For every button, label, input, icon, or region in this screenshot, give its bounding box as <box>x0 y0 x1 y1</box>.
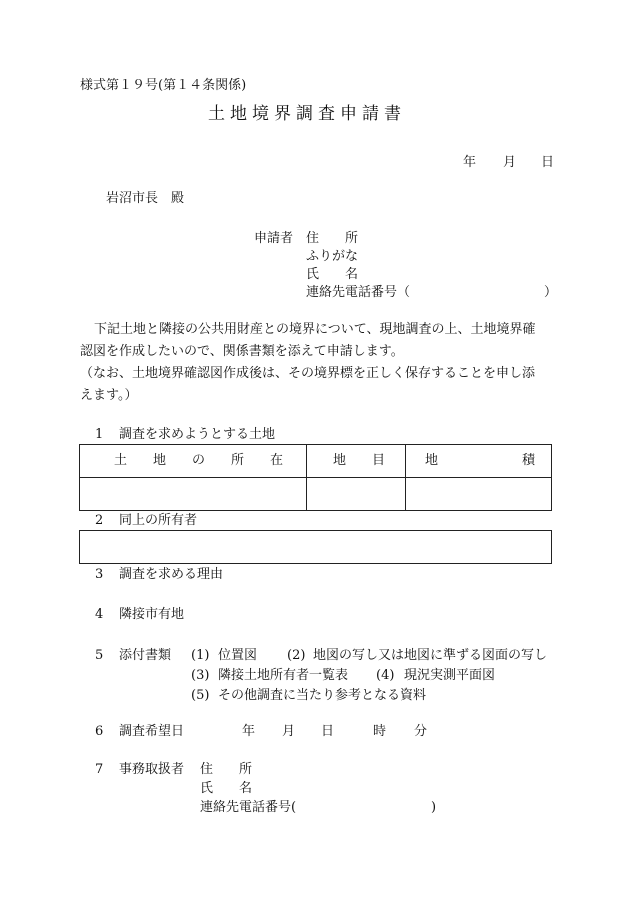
body-line-1: 下記土地と隣接の公共用財産との境界について、現地調査の上、土地境界確 <box>94 322 536 337</box>
hope-date-minute-label: 分 <box>414 724 428 739</box>
handler-address-label: 住 所 <box>200 762 253 777</box>
applicant-phone-label: 連絡先電話番号（ <box>306 285 411 300</box>
hope-date-hour-label: 時 <box>373 724 387 739</box>
section-3-number: 3 <box>95 567 104 582</box>
addressee: 岩沼市長 <box>106 191 159 206</box>
applicant-address-label: 住 所 <box>306 231 359 246</box>
section-6-number: 6 <box>95 724 104 739</box>
section-2-number: 2 <box>95 513 104 528</box>
handler-phone-close: ) <box>431 800 437 815</box>
hope-date-year-label: 年 <box>242 724 256 739</box>
land-location-cell[interactable] <box>80 478 306 510</box>
applicant-label: 申請者 <box>254 231 294 246</box>
doc-3-number: (3) <box>191 668 210 683</box>
section-5-label: 添付書類 <box>119 648 172 663</box>
date-day-label: 日 <box>541 155 555 170</box>
doc-2-number: (2) <box>287 648 306 663</box>
doc-5-number: (5) <box>191 688 210 703</box>
handler-name-label: 氏 名 <box>200 781 253 796</box>
section-4-number: 4 <box>95 607 104 622</box>
applicant-name-label: 氏 名 <box>306 267 359 282</box>
section-7-label: 事務取扱者 <box>119 762 185 777</box>
land-category-cell[interactable] <box>307 478 405 510</box>
land-area-cell[interactable] <box>406 478 551 510</box>
land-table-header-area-left: 地 <box>425 453 439 468</box>
handler-phone-label: 連絡先電話番号( <box>200 800 297 815</box>
body-line-4: えます。） <box>80 388 138 403</box>
body-line-2: 認図を作成したいので、関係書類を添えて申請します。 <box>80 344 404 359</box>
land-table-header-category: 地 目 <box>333 453 386 468</box>
page-title: 土地境界調査申請書 <box>208 104 406 124</box>
hope-date-day-label: 日 <box>321 724 335 739</box>
doc-1-number: (1) <box>191 648 210 663</box>
land-table-header-area-right: 積 <box>522 453 536 468</box>
section-5-number: 5 <box>95 648 104 663</box>
section-4-label: 隣接市有地 <box>119 607 185 622</box>
land-table-header-location: 土 地 の 所 在 <box>114 453 284 468</box>
date-month-label: 月 <box>503 155 517 170</box>
section-1-number: 1 <box>95 427 104 442</box>
doc-4-number: (4) <box>376 668 395 683</box>
doc-5-text: その他調査に当たり参考となる資料 <box>218 688 427 703</box>
form-number: 様式第１９号(第１４条関係) <box>80 78 247 93</box>
section-7-number: 7 <box>95 762 104 777</box>
applicant-phone-close: ） <box>544 285 558 300</box>
doc-4-text: 現況実測平面図 <box>404 668 496 683</box>
doc-3-text: 隣接土地所有者一覧表 <box>218 668 349 683</box>
date-year-label: 年 <box>463 155 477 170</box>
honorific: 殿 <box>171 191 185 206</box>
applicant-furigana-label: ふりがな <box>306 249 359 264</box>
section-2-label: 同上の所有者 <box>119 513 198 528</box>
body-line-3: （なお、土地境界確認図作成後は、その境界標を正しく保存することを申し添 <box>80 366 536 381</box>
owner-field[interactable] <box>79 530 552 564</box>
section-6-label: 調査希望日 <box>119 724 185 739</box>
section-1-label: 調査を求めようとする土地 <box>119 427 276 442</box>
hope-date-month-label: 月 <box>282 724 296 739</box>
doc-2-text: 地図の写し又は地図に準ずる図面の写し <box>313 648 548 663</box>
doc-1-text: 位置図 <box>218 648 258 663</box>
section-3-label: 調査を求める理由 <box>119 567 224 582</box>
